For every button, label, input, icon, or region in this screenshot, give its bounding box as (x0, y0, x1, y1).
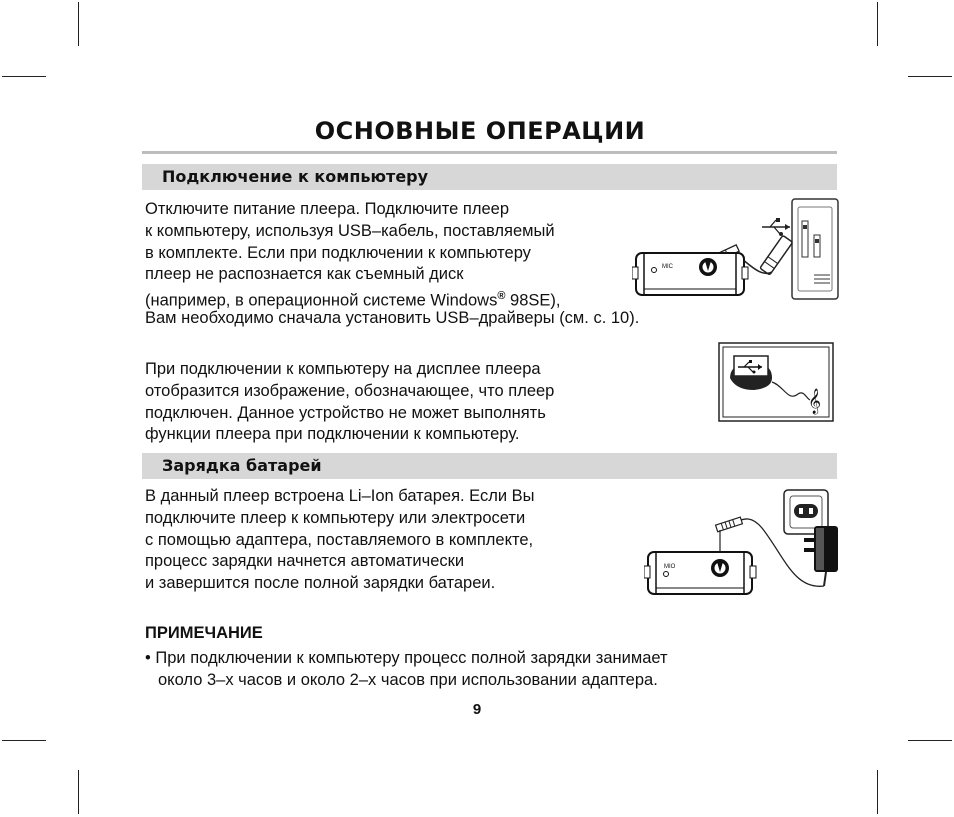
paragraph-connect (145, 199, 639, 330)
player-mic-label: MIC (662, 264, 673, 270)
text-line (145, 286, 639, 308)
usb-icon (762, 218, 790, 236)
text-line: и завершится после полной зарядки батареи. (145, 574, 496, 593)
text-line: В данный плеер встроена Li–Ion батарея. Если Вы (145, 487, 535, 505)
text-line: Отключите питание плеера. Подключите плеер (145, 200, 509, 218)
note-heading: ПРИМЕЧАНИЕ (145, 624, 263, 642)
text-line: плеер не распознается как съемный диск (145, 265, 464, 284)
text-line-part: (например, в операционной системе Windows (145, 291, 498, 310)
text-line: При подключении к компьютеру на дисплее плеера (145, 360, 541, 378)
section-heading-label: Зарядка батарей (162, 456, 322, 475)
usb-connection-illustration (632, 197, 842, 305)
page-number: 9 (472, 701, 482, 718)
crop-mark (78, 770, 79, 814)
charging-adapter-illustration (644, 486, 840, 598)
text-line: с помощью адаптера, поставляемого в комплекте, (145, 530, 534, 549)
text-line: подключен. Данное устройство не может выполнять (145, 403, 546, 422)
paragraph-display (145, 359, 554, 446)
page-title: ОСНОВНЫЕ ОПЕРАЦИИ (314, 117, 646, 145)
section-heading-battery (142, 453, 837, 479)
crop-mark (908, 76, 952, 77)
text-line: около 3–х часов и около 2–х часов при использовании адаптера. (158, 671, 658, 689)
text-line: подключите плеер к компьютеру или электросети (145, 508, 526, 527)
player-mic-label: MIO (664, 564, 676, 570)
note-bullet-item (145, 647, 668, 691)
text-line-part: 98SE), (505, 291, 561, 310)
text-line (145, 647, 668, 669)
text-line: к компьютеру, используя USB–кабель, поставляемый (145, 221, 555, 240)
text-line: отобразится изображение, обозначающее, что плеер (145, 381, 555, 400)
crop-mark (78, 2, 79, 46)
crop-mark (877, 2, 878, 46)
registered-mark: ® (497, 290, 506, 303)
text-line: процесс зарядки начнется автоматически (145, 552, 465, 571)
bullet: • (145, 649, 151, 667)
crop-mark (877, 770, 878, 814)
section-heading-computer (142, 164, 837, 190)
text-line: Вам необходимо сначала установить USB–драйверы (см. с. 10). (145, 308, 640, 327)
text-line: функции плеера при подключении к компьютеру. (145, 425, 520, 444)
paragraph-battery (145, 486, 535, 595)
usb-display-illustration (718, 342, 834, 422)
section-heading-label: Подключение к компьютеру (162, 167, 429, 186)
title-underline (142, 151, 837, 154)
text-line: в комплекте. Если при подключении к компьютеру (145, 243, 531, 262)
treble-clef-icon: 𝄞 (808, 389, 822, 414)
crop-mark (908, 740, 952, 741)
crop-mark (2, 740, 46, 741)
text-line-part: При подключении к компьютеру процесс полной зарядки занимает (155, 649, 668, 667)
crop-mark (2, 76, 46, 77)
